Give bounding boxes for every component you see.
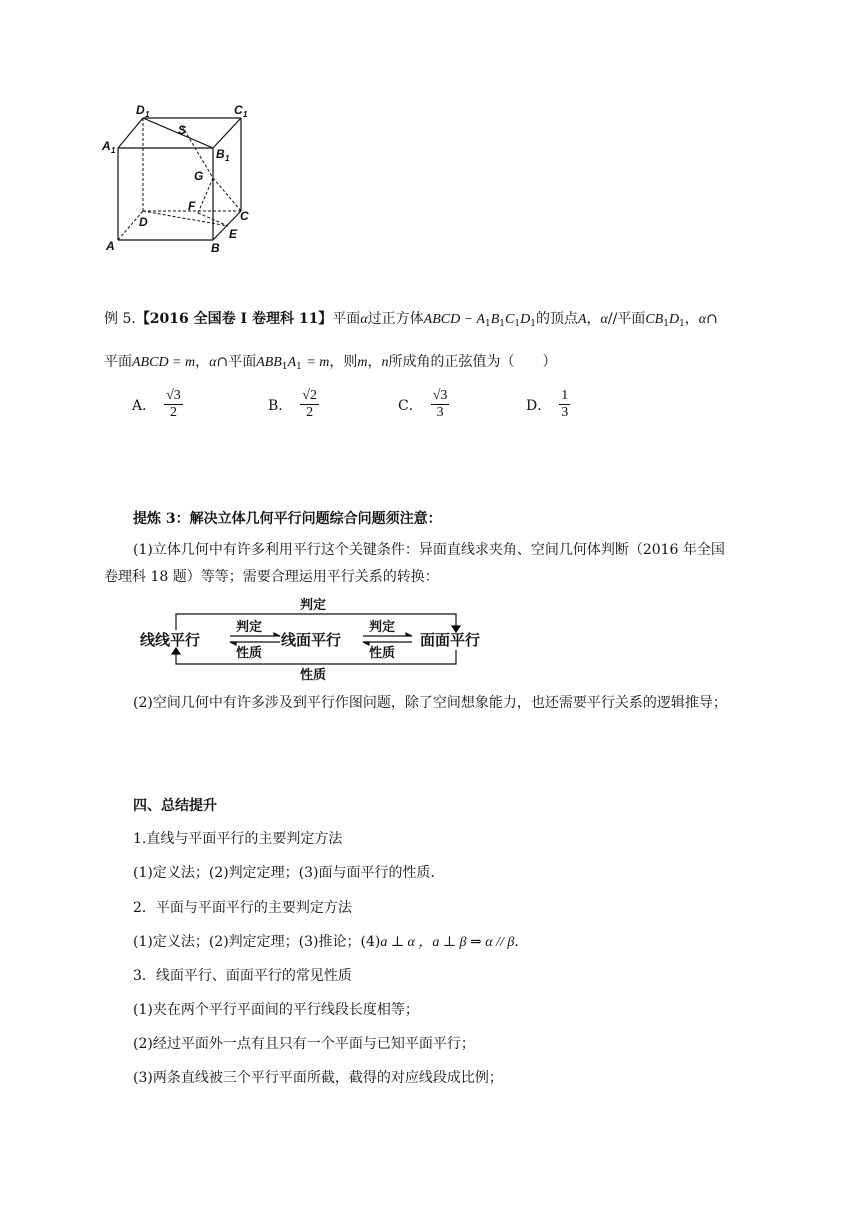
text: ，则 (329, 354, 358, 370)
example5-line1: 例 5.【2016 全国卷 I 卷理科 11】平面α过正方体ABCD − $A_1B_1C_1D_1$的顶点A，α//平面$CB_1D_1$，α∩ (104, 311, 718, 329)
option-fraction: $\frac{1}{3}$ (561, 388, 569, 420)
text: ， (195, 354, 210, 370)
diagram-top-label: 判定 (300, 597, 327, 612)
plane-abb: ABB (256, 355, 282, 370)
option-label: C． (398, 397, 423, 414)
arrow1-bottom-label: 性质 (236, 645, 263, 660)
text: 平面 (104, 354, 132, 370)
text: 的顶点 (535, 311, 578, 327)
option-label: A． (132, 397, 157, 414)
text: 所成角的正弦值为（ ） (388, 354, 557, 370)
tilian3-p1-line1: (1)立体几何中有许多利用平行这个关键条件：异面直线求夹角、空间几何体判断（2016 年全国 (133, 542, 725, 558)
text: ． (514, 934, 529, 950)
alpha: α (600, 312, 608, 327)
option-b[interactable] (268, 388, 319, 421)
parallel-transform-diagram (138, 596, 508, 684)
vertex: A (577, 312, 587, 327)
label-b: B (211, 241, 220, 255)
arrow2-bottom-label: 性质 (369, 645, 396, 660)
text: ， (367, 354, 382, 370)
eq-m: = m (306, 355, 330, 370)
option-label: B． (268, 397, 293, 414)
tilian3-title: 提炼 3：解决立体几何平行问题综合问题须注意： (133, 511, 442, 527)
text: ∩平面 (216, 354, 257, 370)
diagram-bottom-label: 性质 (300, 667, 327, 682)
example-prefix: 例 5. (104, 311, 136, 327)
n: n (381, 355, 389, 370)
summary-heading: 四、总结提升 (133, 798, 217, 814)
label-f: F (188, 199, 196, 213)
tilian3-p1-line2: 卷理科 18 题）等等；需要合理运用平行关系的转换： (104, 569, 439, 585)
arrow1-top-label: 判定 (236, 619, 263, 634)
text: //平面 (607, 311, 646, 327)
diagram-node-3: 面面平行 (420, 632, 481, 649)
option-label: D． (526, 397, 552, 414)
diagram-node-2: 线面平行 (281, 632, 342, 649)
cube-name: ABCD − A (423, 312, 485, 327)
label-g: G (194, 169, 204, 183)
plane-abcd: ABCD = m (132, 355, 196, 370)
label-a: A (106, 239, 115, 253)
alpha: α (698, 312, 707, 327)
tilian3-p2: (2)空间几何中有许多涉及到平行作图问题，除了空间想象能力，也还需要平行关系的逻辑推导； (133, 695, 727, 711)
text: ， (684, 311, 699, 327)
cube-figure (98, 98, 258, 258)
formula: a ⊥ α ，a ⊥ β ⇒ α // β (380, 935, 515, 950)
option-d[interactable] (526, 388, 570, 421)
summary-item3-line1: (1)夹在两个平行平面间的平行线段长度相等； (133, 1002, 419, 1018)
m: m (357, 355, 368, 370)
summary-item1-title: 1.直线与平面平行的主要判定方法 (133, 831, 343, 847)
alpha: α (360, 312, 368, 327)
summary-item3-line2: (2)经过平面外一点有且只有一个平面与已知平面平行； (133, 1036, 475, 1052)
arrow2-top-label: 判定 (369, 619, 396, 634)
example-source: 【2016 全国卷 I 卷理科 11】 (135, 311, 333, 327)
text: 平面 (332, 311, 361, 327)
example5-line2: 平面ABCD = m，α∩平面$ABB_1A_1 = m$，则m，n所成角的正弦值为（ ） (104, 354, 557, 372)
label-a1: A (102, 139, 111, 153)
label-b1: B (216, 147, 225, 161)
summary-item1-body: (1)定义法；(2)判定定理；(3)面与面平行的性质． (133, 865, 445, 881)
label-sub: 1 (243, 110, 248, 119)
label-d1: D (136, 103, 145, 117)
label-sub: 1 (145, 110, 150, 119)
label-d: D (139, 215, 148, 229)
text: 过正方体 (367, 311, 424, 327)
text: ， (586, 311, 601, 327)
label-sub: 1 (225, 154, 230, 163)
label-s: S (178, 123, 187, 137)
summary-item2-title: 2．平面与平面平行的主要判定方法 (133, 900, 352, 916)
option-fraction: $\frac{√3}{2}$ (166, 388, 181, 420)
option-c[interactable] (398, 388, 449, 421)
cap-symbol: ∩ (706, 311, 718, 327)
option-a[interactable] (132, 388, 183, 421)
plane-cb: CB (645, 312, 664, 327)
option-fraction: $\frac{√3}{3}$ (432, 388, 448, 420)
summary-item2-body (133, 932, 528, 953)
alpha: α (209, 355, 217, 370)
label-c: C (240, 209, 249, 223)
label-e: E (229, 227, 238, 241)
diagram-node-1: 线线平行 (140, 632, 201, 649)
option-fraction: $\frac{√2}{2}$ (302, 388, 317, 420)
label-sub: 1 (111, 146, 116, 155)
text: (1)定义法；(2)判定定理；(3)推论；(4) (133, 934, 381, 950)
summary-item3-title: 3．线面平行、面面平行的常见性质 (133, 968, 352, 984)
label-c1: C (234, 103, 243, 117)
summary-item3-line3: (3)两条直线被三个平行平面所截，截得的对应线段成比例； (133, 1070, 503, 1086)
